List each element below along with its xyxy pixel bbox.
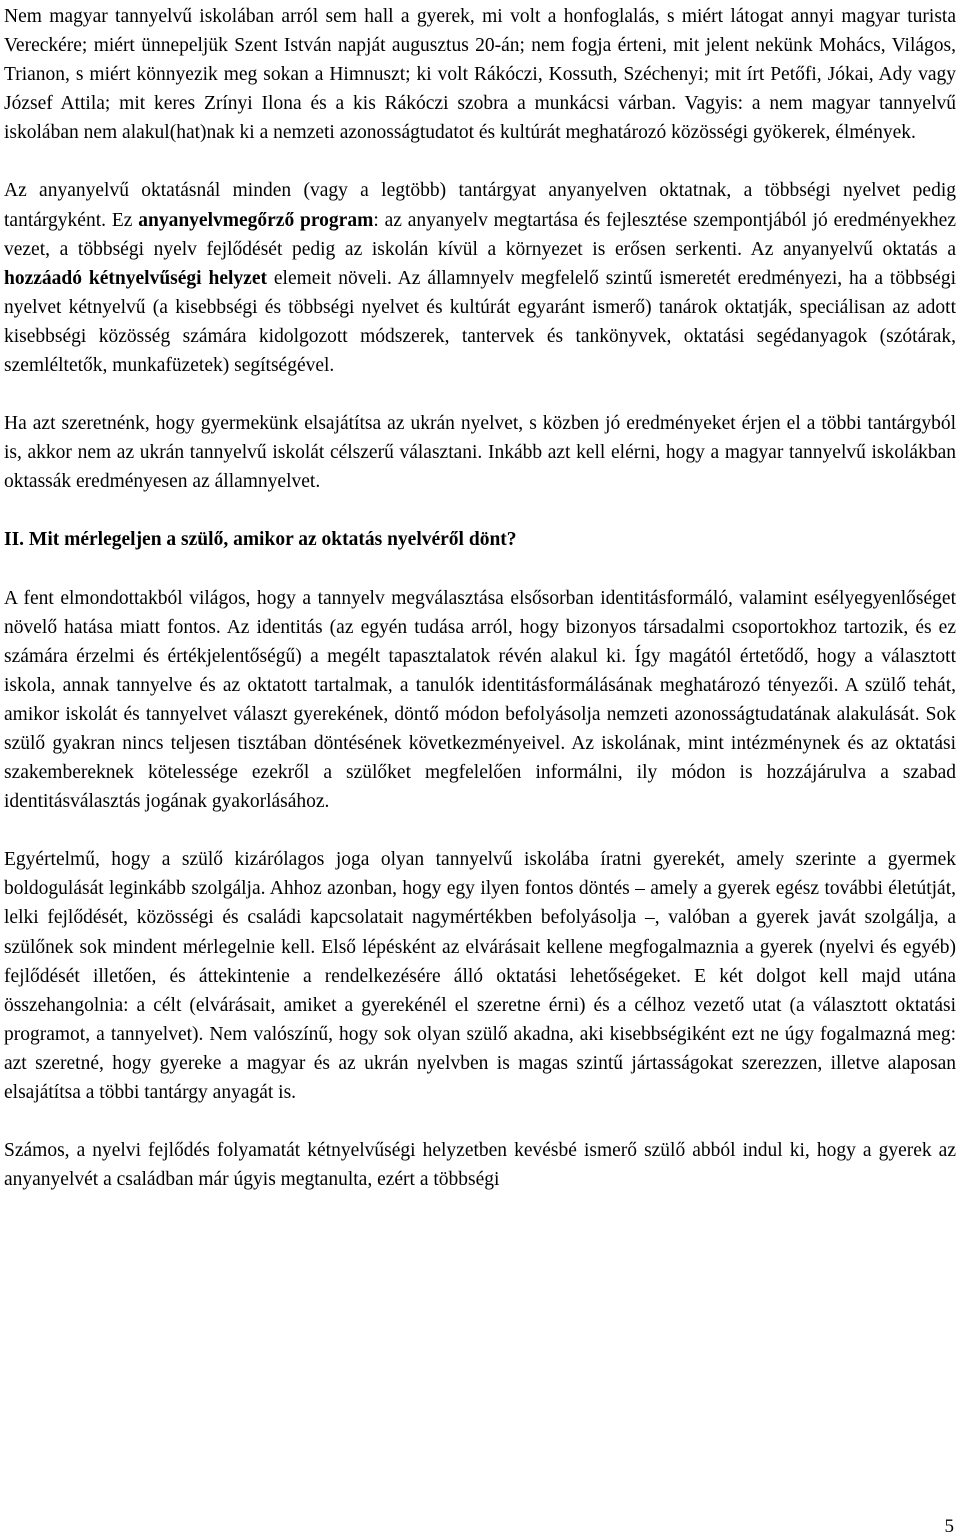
bold-term-anyanyelvmegorzo: anyanyelvmegőrző program	[138, 209, 374, 231]
paragraph-6: Számos, a nyelvi fejlődés folyamatát kétnyelvűségi helyzetben kevésbé ismerő szülő abból indul ki, hogy a gyerek az anyanyelvét a családban már úgyis megtanulta, ezért a többségi	[4, 1140, 956, 1191]
paragraph-gap	[4, 816, 956, 845]
paragraph-gap	[4, 147, 956, 176]
paragraph-3: Ha azt szeretnénk, hogy gyermekünk elsajátítsa az ukrán nyelvet, s közben jó eredményeket érjen el a többi tantárgyból is, akkor nem az ukrán tannyelvű iskolát célszerű választani. Inkább azt kell elérni, hogy a magyar tannyelvű iskolákban oktassák eredményesen az államnyelvet.	[4, 413, 956, 493]
paragraph-2-text-a: Az anyanyelvű oktatásnál minden (vagy a legtöbb) tantárgyat anyanyelven oktatnak, a többségi nyelvet pedig tantárgyként. Ez	[4, 180, 956, 231]
paragraph-gap	[4, 555, 956, 584]
paragraph-2	[4, 176, 956, 380]
document-page	[4, 2, 956, 1194]
bold-term-hozzaado: hozzáadó kétnyelvűségi helyzet	[4, 267, 267, 289]
paragraph-1: Nem magyar tannyelvű iskolában arról sem hall a gyerek, mi volt a honfoglalás, s miért látogat annyi magyar turista Vereckére; miért ünnepeljük Szent István napját augusztus 20-án; nem fogja érteni, mit jelent nekünk Mohács, Világos, Trianon, s miért könnyezik meg sokan a Himnuszt; ki volt Rákóczi, Kossuth, Széchenyi; mit írt Petőfi, Jókai, Ady vagy József Attila; mit keres Zrínyi Ilona és a kis Rákóczi szobra a munkácsi várban. Vagyis: a nem magyar tannyelvű iskolában nem alakul(hat)nak ki a nemzeti azonosságtudatot és kultúrát meghatározó közösségi gyökerek, élmények.	[4, 6, 956, 144]
paragraph-2-text-c: : az anyanyelv megtartása és fejlesztése szempontjából jó eredményekhez vezet, a többségi nyelv fejlődését pedig az iskolán kívül a környezet is erősen serkenti. Az anyanyelvű oktatás a	[4, 209, 956, 260]
paragraph-gap	[4, 1107, 956, 1136]
paragraph-gap	[4, 380, 956, 409]
section-heading: II. Mit mérlegeljen a szülő, amikor az oktatás nyelvéről dönt?	[4, 529, 517, 551]
paragraph-4: A fent elmondottakból világos, hogy a tannyelv megválasztása elsősorban identitásformáló, valamint esélyegyenlőséget növelő hatása miatt fontos. Az identitás (az egyén tudása arról, hogy bizonyos társadalmi csoportokhoz tartozik, és ez számára érzelmi és értékjelentőségű) a megélt tapasztalatok révén alakul ki. Így magától értetődő, hogy a választott iskola, annak tannyelve és az oktatott tartalmak, a tanulók identitásformálásának meghatározó tényezői. A szülő tehát, amikor iskolát és tannyelvet választ gyerekének, döntő módon befolyásolja nemzeti azonosságtudatának alakulását. Sok szülő gyakran nincs teljesen tisztában döntésének következményeivel. Az iskolának, mint intézménynek és az oktatási szakembereknek kötelessége ezekről a szülőket megfelelően informálni, ily módon is hozzájárulva a szabad identitásválasztás jogának gyakorlásához.	[4, 587, 956, 813]
paragraph-2-text-d: elemeit növeli. Az államnyelv megfelelő szintű ismeretét eredményezi, ha a többségi nyelvet kétnyelvű (a kisebbségi és többségi nyelvet és kultúrát egyaránt ismerő) tanárok oktatják, speciálisan az adott kisebbségi közösség számára kidolgozott módszerek, tantervek és tankönyvek, oktatási segédanyagok (szótárak, szemléltetők, munkafüzetek) segítségével.	[4, 267, 956, 377]
page-number: 5	[944, 1516, 954, 1537]
paragraph-gap	[4, 496, 956, 525]
paragraph-5: Egyértelmű, hogy a szülő kizárólagos joga olyan tannyelvű iskolába íratni gyerekét, amely szerinte a gyermek boldogulását leginkább szolgálja. Ahhoz azonban, hogy egy ilyen fontos döntés – amely a gyerek egész további életútját, lelki fejlődését, közösségi és családi kapcsolatait nagymértékben befolyásolja –, valóban a gyerek javát szolgálja, a szülőnek sok mindent mérlegelnie kell. Első lépésként az elvárásait kellene megfogalmaznia a gyerek (nyelvi és egyéb) fejlődését illetően, és áttekintenie a rendelkezésére álló oktatási lehetőségeket. E két dolgot kell majd utána összehangolnia: a célt (elvárásait, amiket a gyerekénél el szeretne érni) és a célhoz vezető utat (a választott oktatási programot, a tannyelvet). Nem valószínű, hogy sok olyan szülő akadna, aki kisebbségiként ezt ne úgy fogalmazná meg: azt szeretné, hogy gyereke a magyar és az ukrán nyelvben is magas szintű jártasságokat szerezzen, illetve alaposan elsajátítsa a többi tantárgy anyagát is.	[4, 849, 956, 1103]
